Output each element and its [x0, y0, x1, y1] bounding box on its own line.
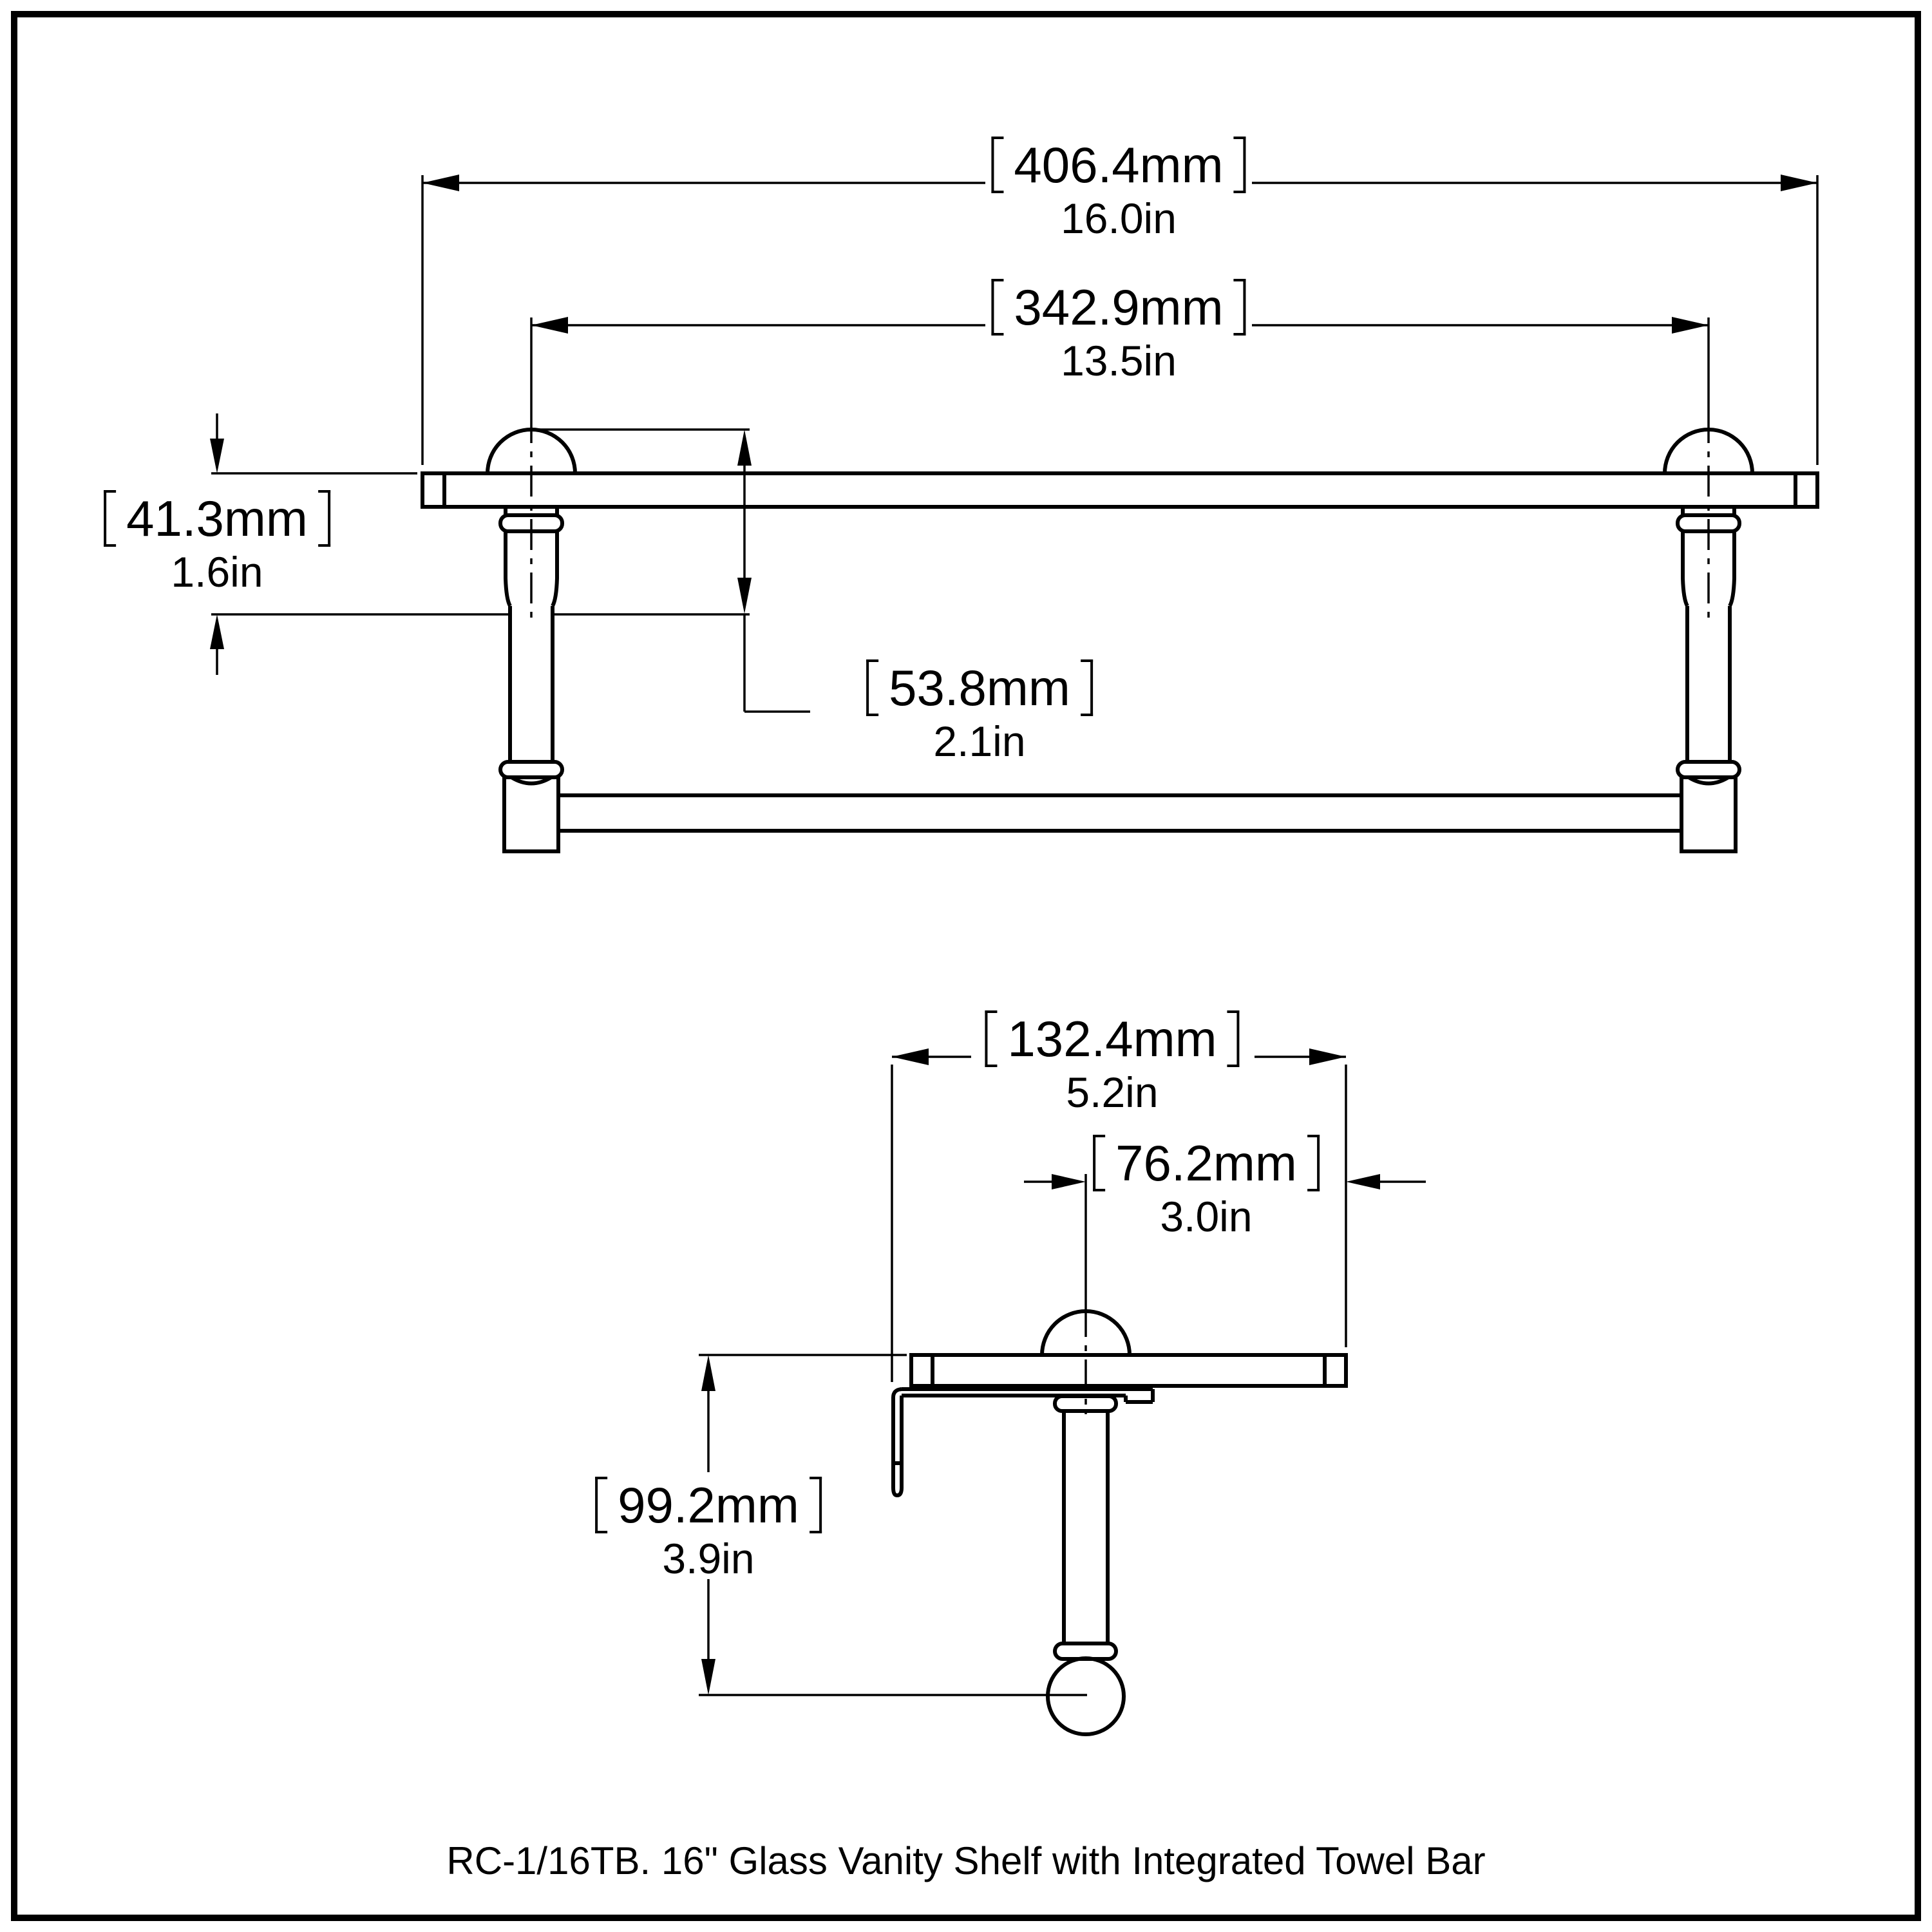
drawing-caption: RC-1/16TB. 16" Glass Vanity Shelf with Integrated Towel Bar — [446, 1839, 1486, 1882]
dim-mm-value: 76.2mm — [1115, 1135, 1297, 1191]
glass-shelf-front — [422, 473, 1817, 507]
label-shelf-drop — [104, 490, 330, 596]
bracket-icon — [866, 659, 878, 716]
label-overall-width — [991, 137, 1245, 242]
towel-bar-end-ball — [1048, 1658, 1124, 1734]
bracket-icon — [1227, 1010, 1240, 1067]
dim-in-value: 1.6in — [171, 548, 263, 596]
bracket-icon — [318, 490, 330, 547]
bracket-icon — [1234, 279, 1246, 336]
dim-in-value: 16.0in — [1061, 194, 1177, 242]
dim-in-value: 3.0in — [1160, 1193, 1253, 1240]
dim-mm-value: 99.2mm — [618, 1477, 799, 1533]
dim-mm-value: 406.4mm — [1014, 137, 1224, 193]
dim-mm-value: 342.9mm — [1014, 279, 1224, 336]
bracket-icon — [985, 1010, 997, 1067]
dim-in-value: 13.5in — [1061, 337, 1177, 384]
bracket-icon — [810, 1477, 822, 1533]
label-post-to-wall — [1093, 1135, 1320, 1240]
sheet-border — [14, 14, 1918, 1918]
bracket-icon — [1234, 137, 1246, 193]
label-cap-drop — [866, 659, 1093, 765]
dim-mm-value: 132.4mm — [1007, 1010, 1217, 1067]
towel-bar-front — [558, 795, 1681, 831]
dim-in-value: 3.9in — [662, 1535, 755, 1582]
bracket-icon — [1307, 1135, 1320, 1191]
wall-bracket-hook — [893, 1389, 902, 1495]
label-overall-depth — [985, 1010, 1239, 1116]
bracket-icon — [991, 137, 1003, 193]
dim-in-value: 2.1in — [933, 717, 1026, 765]
dim-mm-value: 53.8mm — [889, 659, 1070, 716]
bracket-icon — [595, 1477, 607, 1533]
bracket-icon — [1081, 659, 1093, 716]
bracket-icon — [104, 490, 116, 547]
post-side — [1055, 1396, 1116, 1659]
bracket-icon — [991, 279, 1003, 336]
bracket-icon — [1093, 1135, 1105, 1191]
dim-in-value: 5.2in — [1066, 1068, 1159, 1116]
label-drop-height — [595, 1477, 822, 1582]
dim-mm-value: 41.3mm — [126, 490, 308, 547]
glass-shelf-side — [911, 1355, 1346, 1386]
label-post-spacing — [991, 279, 1245, 384]
